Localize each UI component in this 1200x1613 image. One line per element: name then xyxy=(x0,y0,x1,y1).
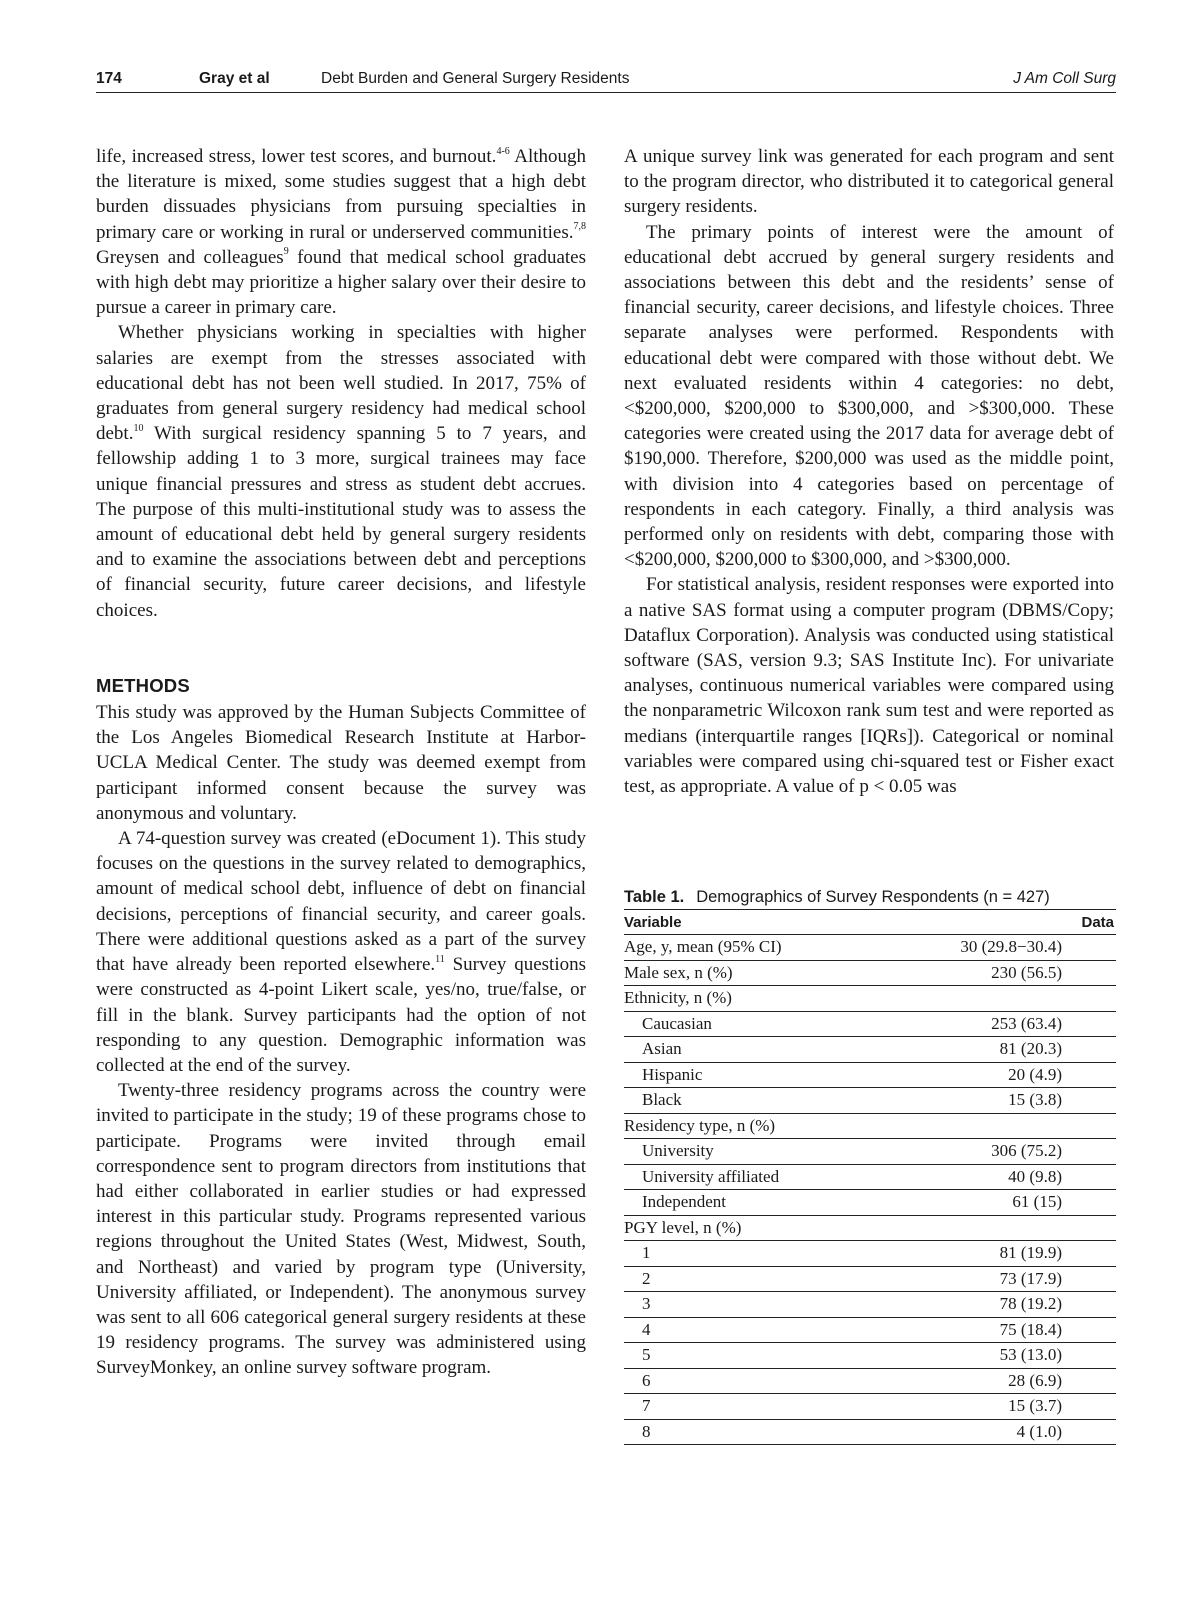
row-value: 306 (75.2) xyxy=(991,1141,1062,1161)
table-row xyxy=(624,1190,1116,1216)
table-row xyxy=(624,960,1116,986)
demographics-table xyxy=(624,910,1116,1445)
text-run: With surgical residency spanning 5 to 7 years, and fellowship adding 1 to 3 more, surgical trainees may face unique financial pressures and stress as student debt accrues. The purpose of this multi-institutional study was to assess the amount of educational debt held by general surgery residents and to examine the associations between debt and perceptions of financial security, future career decisions, and lifestyle choices. xyxy=(96,423,586,621)
row-value: 75 (18.4) xyxy=(999,1319,1062,1339)
row-cell xyxy=(952,935,1116,961)
table-row xyxy=(624,1164,1116,1190)
column-header-variable: Variable xyxy=(624,910,952,935)
row-value: 81 (20.3) xyxy=(999,1039,1062,1059)
row-value: 15 (3.7) xyxy=(1008,1396,1062,1416)
row-cell xyxy=(952,1215,1116,1241)
row-cell xyxy=(952,1139,1116,1165)
row-value: 61 (15) xyxy=(1012,1192,1062,1212)
column-header-data: Data xyxy=(952,910,1116,935)
row-label: Residency type, n (%) xyxy=(624,1113,952,1139)
row-cell xyxy=(952,1088,1116,1114)
row-value: 230 (56.5) xyxy=(991,962,1062,982)
table-row xyxy=(624,1317,1116,1343)
text-run: Survey questions were constructed as 4-point Likert scale, yes/no, true/false, or fill in the blank. Survey participants had the option of not responding to any question. Demographic information was collected at the end of the survey. xyxy=(96,954,586,1076)
table-row xyxy=(624,1292,1116,1318)
body-paragraph: Twenty-three residency programs across the country were invited to participate in the study; 19 of these programs chose to participate. Programs were invited through email correspondence sent to program directors from institutions that had either collaborated in earlier studies or had expressed interest in this particular study. Programs represented various regions throughout the United States (West, Midwest, South, and Northeast) and varied by program type (University, University affiliated, or Independent). The anonymous survey was sent to all 606 categorical general surgery residents at these 19 residency programs. The survey was administered using SurveyMonkey, an online survey software program. xyxy=(96,1080,586,1379)
row-label: 4 xyxy=(624,1317,952,1343)
row-label: Hispanic xyxy=(624,1062,952,1088)
table-row xyxy=(624,1266,1116,1292)
row-label: Age, y, mean (95% CI) xyxy=(624,935,952,961)
row-cell xyxy=(952,1062,1116,1088)
body-paragraph: A unique survey link was generated for each program and sent to the program director, who distributed it to categorical general surgery residents. xyxy=(624,146,1114,218)
row-cell xyxy=(952,1343,1116,1369)
row-label: Independent xyxy=(624,1190,952,1216)
table-row xyxy=(624,986,1116,1012)
table-row xyxy=(624,1241,1116,1267)
table-row xyxy=(624,1368,1116,1394)
header-divider xyxy=(96,92,1116,93)
text-run: A 74-question survey was created (eDocument 1). This study focuses on the questions in the survey related to demographics, amount of medical school debt, influence of debt on financial decisions, perceptions of financial security, and career goals. There were additional questions asked as a part of the survey that have already been reported elsewhere. xyxy=(96,828,586,976)
table-row xyxy=(624,1113,1116,1139)
row-label: Ethnicity, n (%) xyxy=(624,986,952,1012)
row-value: 4 (1.0) xyxy=(1016,1421,1062,1441)
row-cell xyxy=(952,1292,1116,1318)
row-label: University affiliated xyxy=(624,1164,952,1190)
body-paragraph xyxy=(96,144,586,320)
row-cell xyxy=(952,1419,1116,1445)
table-row xyxy=(624,935,1116,961)
body-paragraph xyxy=(96,320,586,622)
table-row xyxy=(624,1088,1116,1114)
row-cell xyxy=(952,960,1116,986)
row-cell xyxy=(952,1190,1116,1216)
text-run: found that medical school graduates with high debt may prioritize a higher salary over their desire to pursue a career in primary care. xyxy=(96,246,586,319)
row-value: 28 (6.9) xyxy=(1008,1370,1062,1390)
header-journal: J Am Coll Surg xyxy=(1013,70,1116,87)
row-value: 15 (3.8) xyxy=(1008,1090,1062,1110)
table-caption xyxy=(624,886,1116,910)
row-value: 53 (13.0) xyxy=(999,1345,1062,1365)
citation: 11 xyxy=(435,953,445,965)
header-authors: Gray et al xyxy=(199,70,270,87)
citation: 7,8 xyxy=(573,221,586,233)
citation: 9 xyxy=(283,246,289,258)
row-value: 81 (19.9) xyxy=(999,1243,1062,1263)
table-label: Table 1. xyxy=(624,888,685,906)
row-label: PGY level, n (%) xyxy=(624,1215,952,1241)
row-cell xyxy=(952,1266,1116,1292)
text-run: Although the literature is mixed, some studies suggest that a high debt burden dissuades physicians from pursuing specialties in primary care or working in rural or underserved communities. xyxy=(96,146,587,243)
row-cell xyxy=(952,986,1116,1012)
table-row xyxy=(624,1394,1116,1420)
table-row xyxy=(624,1037,1116,1063)
body-paragraph xyxy=(96,826,586,1078)
row-cell xyxy=(952,1113,1116,1139)
citation: 10 xyxy=(133,422,144,434)
row-cell xyxy=(952,1368,1116,1394)
citation: 4-6 xyxy=(496,145,510,157)
row-label: Male sex, n (%) xyxy=(624,960,952,986)
row-label: 1 xyxy=(624,1241,952,1267)
body-paragraph: For statistical analysis, resident responses were exported into a native SAS format using a computer program (DBMS/Copy; Dataflux Corporation). Analysis was conducted using statistical software (SAS, version 9.3; SAS Institute Inc). For univariate analyses, continuous numerical variables were compared using the nonparametric Wilcoxon rank sum test and were reported as medians (interquartile ranges [IQRs]). Categorical or nominal variables were compared using chi-squared test or Fisher exact test, as appropriate. A value of p < 0.05 was xyxy=(624,574,1114,798)
row-cell xyxy=(952,1164,1116,1190)
row-label: Asian xyxy=(624,1037,952,1063)
row-cell xyxy=(952,1241,1116,1267)
row-label: 7 xyxy=(624,1394,952,1420)
row-cell xyxy=(952,1317,1116,1343)
row-label: 6 xyxy=(624,1368,952,1394)
section-heading-methods: METHODS xyxy=(96,674,190,696)
row-label: 2 xyxy=(624,1266,952,1292)
row-cell xyxy=(952,1037,1116,1063)
row-value: 73 (17.9) xyxy=(999,1268,1062,1288)
row-value: 20 (4.9) xyxy=(1008,1064,1062,1084)
text-run: Greysen and colleagues xyxy=(96,246,284,268)
text-run: life, increased stress, lower test scores, and burnout. xyxy=(96,146,497,167)
running-header xyxy=(96,66,1116,94)
text-run: Whether physicians working in specialties with higher salaries are exempt from the stresses associated with educational debt has not been well studied. In 2017, 75% of graduates from general surgery residency had medical school debt. xyxy=(96,322,586,445)
table-row xyxy=(624,1139,1116,1165)
body-paragraph: The primary points of interest were the amount of educational debt accrued by general surgery residents and associations between this debt and the residents’ sense of financial security, career decisions, and lifestyle choices. Three separate analyses were performed. Respondents with educational debt were compared with those without debt. We next evaluated residents within 4 categories: no debt, <$200,000, $200,000 to $300,000, and >$300,000. These categories were created using the 2017 data for average debt of $190,000. Therefore, $200,000 was used as the middle point, with division into 4 categories based on percentage of respondents in each category. Finally, a third analysis was performed only on residents with debt, comparing those with <$200,000, $200,000 to $300,000, and >$300,000. xyxy=(624,221,1114,571)
right-column xyxy=(624,144,1114,799)
table-title: Demographics of Survey Respondents (n = 427) xyxy=(696,888,1050,906)
table-row xyxy=(624,1343,1116,1369)
page-number: 174 xyxy=(96,70,122,87)
row-value: 40 (9.8) xyxy=(1008,1166,1062,1186)
table-row xyxy=(624,1215,1116,1241)
row-label: Caucasian xyxy=(624,1011,952,1037)
row-cell xyxy=(952,1011,1116,1037)
row-label: University xyxy=(624,1139,952,1165)
table-row xyxy=(624,1011,1116,1037)
body-paragraph: This study was approved by the Human Subjects Committee of the Los Angeles Biomedical Research Institute at Harbor-UCLA Medical Center. The study was deemed exempt from participant informed consent because the survey was anonymous and voluntary. xyxy=(96,702,586,824)
row-label: 5 xyxy=(624,1343,952,1369)
row-value: 78 (19.2) xyxy=(999,1294,1062,1314)
left-column xyxy=(96,144,586,1381)
row-label: 3 xyxy=(624,1292,952,1318)
row-value: 253 (63.4) xyxy=(991,1013,1062,1033)
table-1 xyxy=(624,886,1116,1445)
table-row xyxy=(624,1419,1116,1445)
table-row xyxy=(624,1062,1116,1088)
row-cell xyxy=(952,1394,1116,1420)
row-label: Black xyxy=(624,1088,952,1114)
row-value: 30 (29.8−30.4) xyxy=(960,937,1062,957)
header-running-title: Debt Burden and General Surgery Residents xyxy=(321,70,630,87)
table-header-row xyxy=(624,910,1116,935)
row-label: 8 xyxy=(624,1419,952,1445)
